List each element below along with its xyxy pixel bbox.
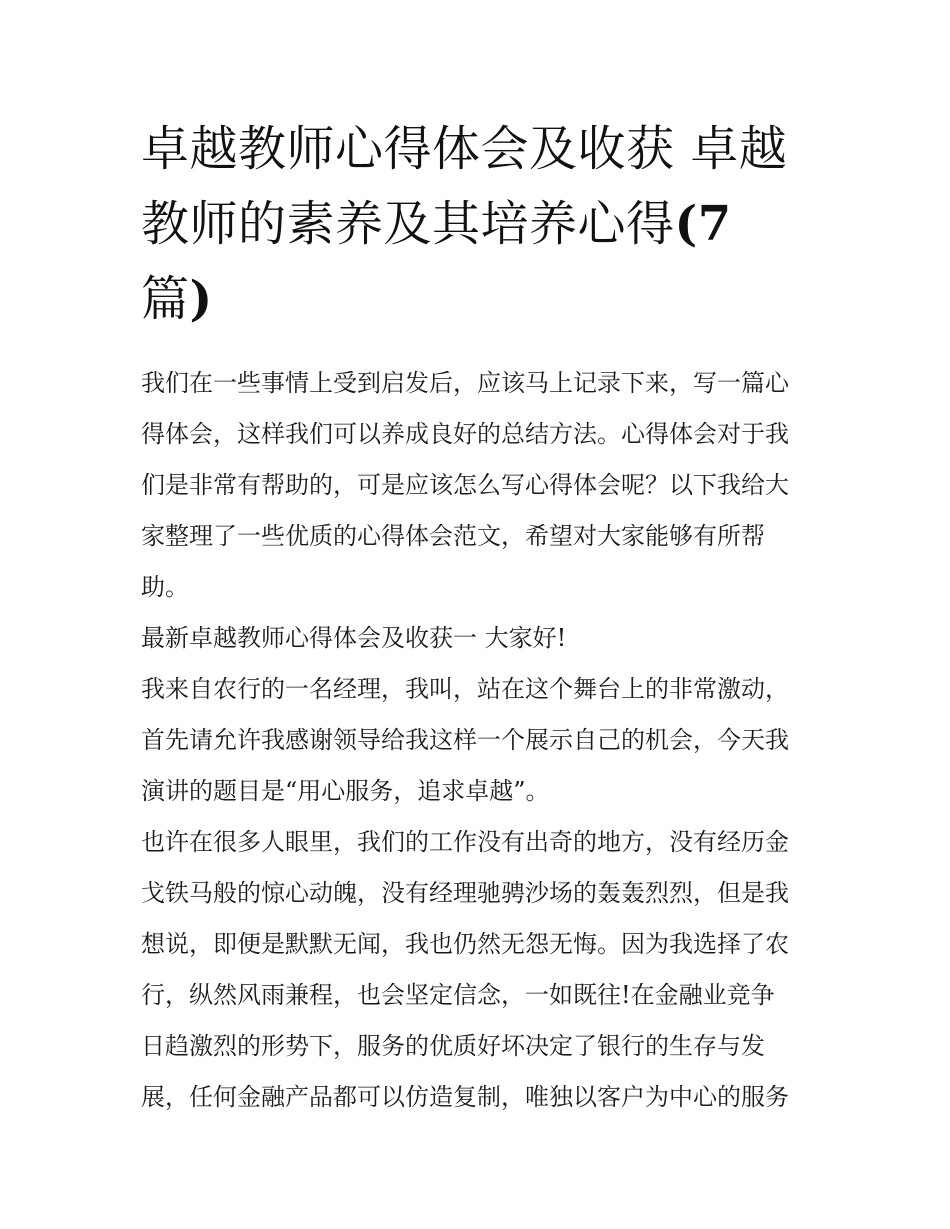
- document-body: [141, 358, 813, 1123]
- section-heading: [141, 613, 813, 664]
- text-line: 也许在很多人眼里，我们的工作没有出奇的地方，没有经历金: [141, 828, 789, 856]
- text-line: 我们在一些事情上受到启发后，应该马上记录下来，写一篇心: [141, 369, 789, 397]
- text-line: 我来自农行的一名经理，我叫，站在这个舞台上的非常激动，: [141, 675, 789, 703]
- text-line: 最新卓越教师心得体会及收获一 大家好!: [141, 624, 567, 652]
- document-content: [141, 112, 813, 1123]
- title-line-text: 教师的素养及其培养心得: [141, 196, 675, 252]
- text-line: 家整理了一些优质的心得体会范文，希望对大家能够有所帮: [141, 522, 765, 550]
- title-count-close: ): [189, 271, 213, 327]
- intro-paragraph: [141, 358, 813, 613]
- text-line: 得体会，这样我们可以养成良好的总结方法。心得体会对于我: [141, 420, 789, 448]
- paragraph-2: [141, 817, 813, 1123]
- text-line: 演讲的题目是“用心服务，追求卓越”。: [141, 777, 550, 805]
- document-title: [141, 112, 813, 337]
- text-line: 日趋激烈的形势下，服务的优质好坏决定了银行的生存与发: [141, 1032, 765, 1060]
- title-line: 卓越教师心得体会及收获 卓越: [141, 121, 788, 177]
- title-count-unit: 篇: [141, 271, 190, 327]
- text-line: 想说，即便是默默无闻，我也仍然无怨无悔。因为我选择了农: [141, 930, 789, 958]
- text-line: 助。: [141, 573, 189, 601]
- text-line: 行，纵然风雨兼程，也会坚定信念，一如既往!在金融业竞争: [141, 981, 775, 1009]
- paragraph-1: [141, 664, 813, 817]
- text-line: 们是非常有帮助的，可是应该怎么写心得体会呢？以下我给大: [141, 471, 789, 499]
- text-line: 首先请允许我感谢领导给我这样一个展示自己的机会，今天我: [141, 726, 789, 754]
- text-line: 戈铁马般的惊心动魄，没有经理驰骋沙场的轰轰烈烈，但是我: [141, 879, 789, 907]
- text-line: 展，任何金融产品都可以仿造复制，唯独以客户为中心的服务: [141, 1083, 789, 1111]
- title-count-open: (7: [674, 196, 732, 252]
- title-line: [141, 187, 813, 262]
- title-line: [141, 262, 813, 337]
